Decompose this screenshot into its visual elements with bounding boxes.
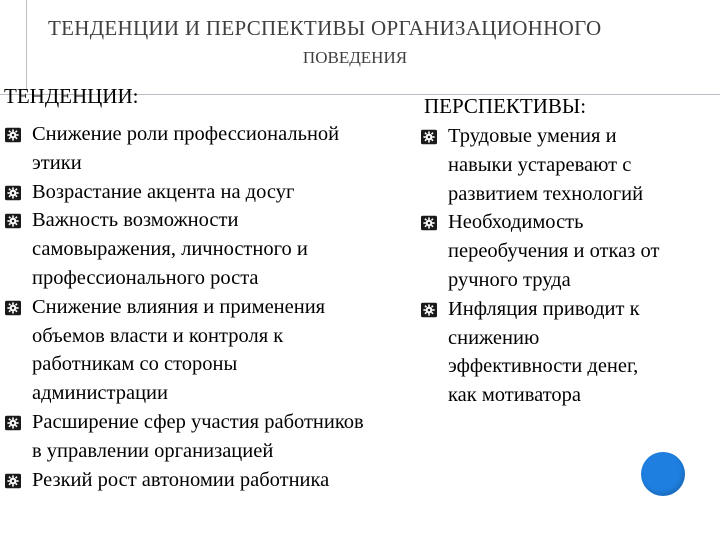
frame-vertical-line bbox=[26, 0, 27, 90]
list-item-text: Резкий рост автономии работника bbox=[32, 468, 330, 491]
tendencies-list bbox=[4, 120, 434, 494]
perspectives-heading: ПЕРСПЕКТИВЫ: bbox=[424, 94, 587, 118]
tendencies-list-item bbox=[4, 466, 434, 495]
tendencies-heading: ТЕНДЕНЦИИ: bbox=[4, 84, 139, 108]
gear-bullet-icon bbox=[420, 302, 438, 318]
list-item-text: Расширение сфер участия работников в управлении организацией bbox=[32, 410, 364, 462]
perspectives-list-item bbox=[420, 208, 720, 294]
slide-title: ТЕНДЕНЦИИ И ПЕРСПЕКТИВЫ ОРГАНИЗАЦИОННОГО bbox=[48, 16, 602, 40]
gear-bullet-icon bbox=[4, 300, 22, 316]
gear-bullet-icon bbox=[4, 415, 22, 431]
tendencies-list-item bbox=[4, 293, 434, 408]
gear-bullet-icon bbox=[4, 127, 22, 143]
perspectives-list bbox=[420, 122, 720, 410]
tendencies-list-item bbox=[4, 178, 434, 207]
tendencies-list-item bbox=[4, 206, 434, 292]
tendencies-list-item bbox=[4, 408, 434, 466]
list-item-text: Важность возможности самовыражения, личностного и профессионального роста bbox=[32, 209, 308, 289]
perspectives-list-item bbox=[420, 295, 720, 410]
list-item-text: Снижение влияния и применения объемов власти и контроля к работникам со стороны администрации bbox=[32, 295, 326, 405]
slide-title-continuation: ПОВЕДЕНИЯ bbox=[302, 48, 408, 67]
gear-bullet-icon bbox=[4, 213, 22, 229]
decorative-blue-circle bbox=[641, 452, 685, 496]
gear-bullet-icon bbox=[4, 473, 22, 489]
gear-bullet-icon bbox=[420, 129, 438, 145]
perspectives-list-item bbox=[420, 122, 720, 208]
tendencies-list-item bbox=[4, 120, 434, 178]
list-item-text: Трудовые умения и навыки устаревают с развитием технологий bbox=[448, 125, 644, 205]
gear-bullet-icon bbox=[420, 215, 438, 231]
list-item-text: Снижение роли профессиональной этики bbox=[32, 123, 340, 174]
gear-bullet-icon bbox=[4, 185, 22, 201]
list-item-text: Необходимость переобучения и отказ от ручного труда bbox=[448, 211, 660, 291]
list-item-text: Инфляция приводит к снижению эффективности денег, как мотиватора bbox=[448, 297, 640, 407]
list-item-text: Возрастание акцента на досуг bbox=[32, 180, 295, 203]
